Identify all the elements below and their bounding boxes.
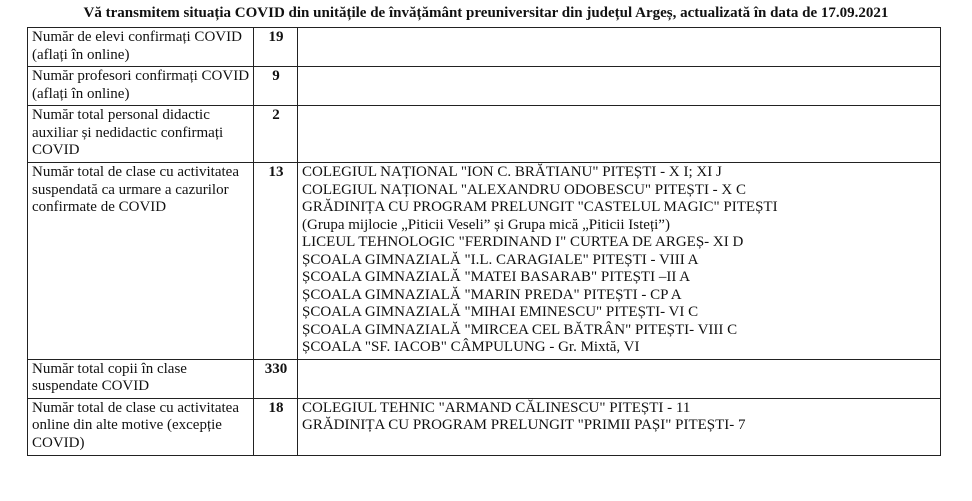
row-details-cell [298, 398, 941, 455]
row-label: Număr de elevi confirmați COVID (aflați în online) [32, 29, 242, 63]
row-details-cell [298, 28, 941, 67]
row-details-cell [298, 359, 941, 398]
school-entry-note: (Grupa mijlocie „Piticii Veseli” și Grupa mică „Piticii Isteți”) [302, 216, 670, 233]
row-details-cell [298, 67, 941, 106]
row-value: 13 [268, 164, 284, 180]
row-label-cell [28, 28, 254, 67]
row-label-cell [28, 67, 254, 106]
row-label: Număr total copii în clase suspendate COVID [32, 360, 187, 394]
covid-status-table [27, 27, 941, 456]
row-label: Număr total personal didactic auxiliar și nedidactic confirmați COVID [32, 107, 224, 158]
row-label: Număr profesori confirmați COVID (aflați în online) [32, 68, 250, 102]
row-label-cell [28, 163, 254, 360]
row-label-cell [28, 359, 254, 398]
row-value: 330 [264, 360, 288, 377]
table-row [28, 106, 941, 163]
row-label: Număr total de clase cu activitatea online din alte motive (excepție COVID) [32, 399, 239, 451]
row-label: Număr total de clase cu activitatea suspendată ca urmare a cazurilor confirmate de COVID [32, 164, 239, 215]
row-value-cell [254, 106, 298, 163]
row-label-cell [28, 106, 254, 163]
document-title: Vă transmitem situația COVID din unitățile de învățământ preuniversitar din județul Argeș, actualizată în data de 17.09.2021 [83, 5, 889, 21]
row-value: 9 [272, 68, 280, 84]
row-value-cell [254, 28, 298, 67]
row-details-cell [298, 106, 941, 163]
row-value-cell [254, 359, 298, 398]
row-value-cell [254, 67, 298, 106]
school-entry: COLEGIUL NAȚIONAL "ALEXANDRU ODOBESCU" PITEȘTI - X C [302, 181, 747, 198]
table-row [28, 28, 941, 67]
row-value: 2 [272, 107, 280, 123]
school-entry: LICEUL TEHNOLOGIC "FERDINAND I" CURTEA DE ARGEȘ- XI D [302, 234, 744, 250]
table-row [28, 163, 941, 360]
table-row [28, 359, 941, 398]
row-label-cell [28, 398, 254, 455]
table-row [28, 67, 941, 106]
school-entry: ȘCOALA GIMNAZIALĂ "MIHAI EMINESCU" PITEȘTI- VI C [302, 304, 699, 320]
school-entry: ȘCOALA GIMNAZIALĂ "I.L. CARAGIALE" PITEȘTI - VIII A [302, 251, 699, 268]
school-entry: COLEGIUL NAȚIONAL "ION C. BRĂTIANU" PITEȘTI - X I; XI J [302, 164, 722, 180]
row-value-cell [254, 398, 298, 455]
row-value-cell [254, 163, 298, 360]
school-entry: ȘCOALA GIMNAZIALĂ "MARIN PREDA" PITEȘTI - CP A [302, 286, 682, 303]
school-entry: COLEGIUL TEHNIC "ARMAND CĂLINESCU" PITEȘTI - 11 [302, 399, 691, 416]
row-value: 19 [268, 29, 284, 45]
table-row [28, 398, 941, 455]
row-value: 18 [268, 399, 284, 416]
school-entry: ȘCOALA "SF. IACOB" CÂMPULUNG - Gr. Mixtă, VI [302, 339, 640, 355]
school-entry: ȘCOALA GIMNAZIALĂ "MATEI BASARAB" PITEȘTI –II A [302, 269, 691, 285]
school-entry: GRĂDINIȚA CU PROGRAM PRELUNGIT "CASTELUL MAGIC" PITEȘTI [302, 199, 778, 215]
school-entry: GRĂDINIȚA CU PROGRAM PRELUNGIT "PRIMII PAȘI" PITEȘTI- 7 [302, 417, 746, 433]
school-entry: ȘCOALA GIMNAZIALĂ "MIRCEA CEL BĂTRÂN" PITEȘTI- VIII C [302, 321, 738, 338]
row-details-cell [298, 163, 941, 360]
